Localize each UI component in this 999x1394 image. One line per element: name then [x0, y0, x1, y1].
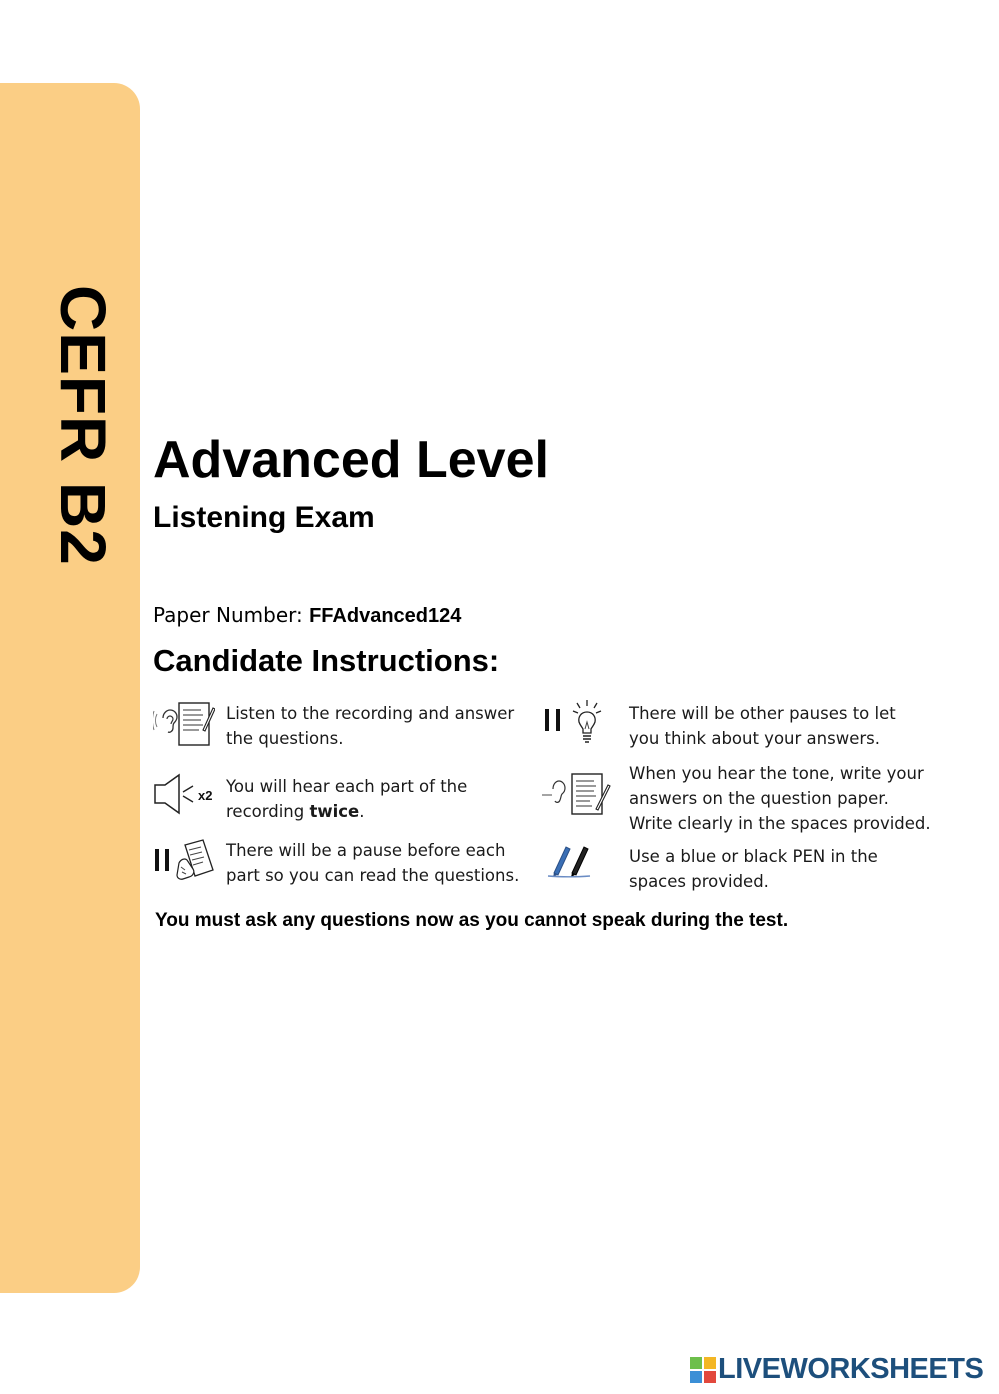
- instruction-line: Write clearly in the spaces provided.: [629, 814, 931, 833]
- instruction-line: There will be other pauses to let: [629, 704, 896, 723]
- instruction-line: Use a blue or black PEN in the: [629, 847, 878, 866]
- instruction-emphasis: twice: [309, 802, 360, 821]
- instruction-item: [153, 837, 533, 889]
- pens-icon: [540, 841, 600, 885]
- ear-document-icon: [153, 700, 215, 752]
- instruction-text: [226, 838, 519, 888]
- instruction-line: answers on the question paper.: [629, 789, 889, 808]
- pause-lightbulb-icon: [540, 698, 614, 750]
- instruction-text: [629, 701, 896, 751]
- instruction-line: Listen to the recording and answer: [226, 704, 515, 723]
- speaker-x2-icon: [153, 772, 219, 820]
- ear-paper-pen-icon: [540, 771, 614, 823]
- page-title: Advanced Level: [153, 431, 549, 489]
- instruction-line: part so you can read the questions.: [226, 866, 520, 885]
- instruction-line: You will hear each part of the: [226, 777, 468, 796]
- instruction-item: [153, 700, 533, 752]
- instruction-text: [629, 761, 931, 836]
- speaker-x2-label: x2: [198, 788, 213, 803]
- instruction-item: [540, 761, 960, 839]
- instruction-line-suffix: .: [359, 802, 365, 821]
- instruction-line: spaces provided.: [629, 872, 769, 891]
- instruction-line: When you hear the tone, write your: [629, 764, 924, 783]
- level-label: CEFR B2: [47, 285, 119, 566]
- pause-reading-icon: [153, 837, 223, 889]
- instructions-heading: Candidate Instructions:: [153, 643, 500, 678]
- instruction-line-prefix: recording: [226, 802, 310, 821]
- instruction-text: [226, 774, 467, 824]
- instruction-line: the questions.: [226, 729, 344, 748]
- instruction-line: you think about your answers.: [629, 729, 880, 748]
- paper-number: [153, 602, 461, 629]
- page-subtitle: Listening Exam: [153, 501, 375, 534]
- paper-number-value: FFAdvanced124: [309, 605, 462, 627]
- instruction-item: [153, 772, 533, 824]
- paper-number-label: Paper Number:: [153, 603, 303, 627]
- sidebar-band: [0, 83, 140, 1293]
- level-label-vertical: [48, 285, 118, 585]
- instruction-item: [540, 698, 940, 752]
- instruction-text: [629, 844, 878, 894]
- instruction-item: [540, 841, 940, 895]
- brand-logo-text: LIVEWORKSHEETS: [718, 1353, 984, 1385]
- instruction-line-2: [226, 799, 467, 824]
- brand-logo-mark-icon: [690, 1357, 716, 1383]
- instruction-text: [226, 701, 514, 751]
- instruction-line: There will be a pause before each: [226, 841, 506, 860]
- instructions-warning: You must ask any questions now as you cannot speak during the test.: [155, 910, 789, 931]
